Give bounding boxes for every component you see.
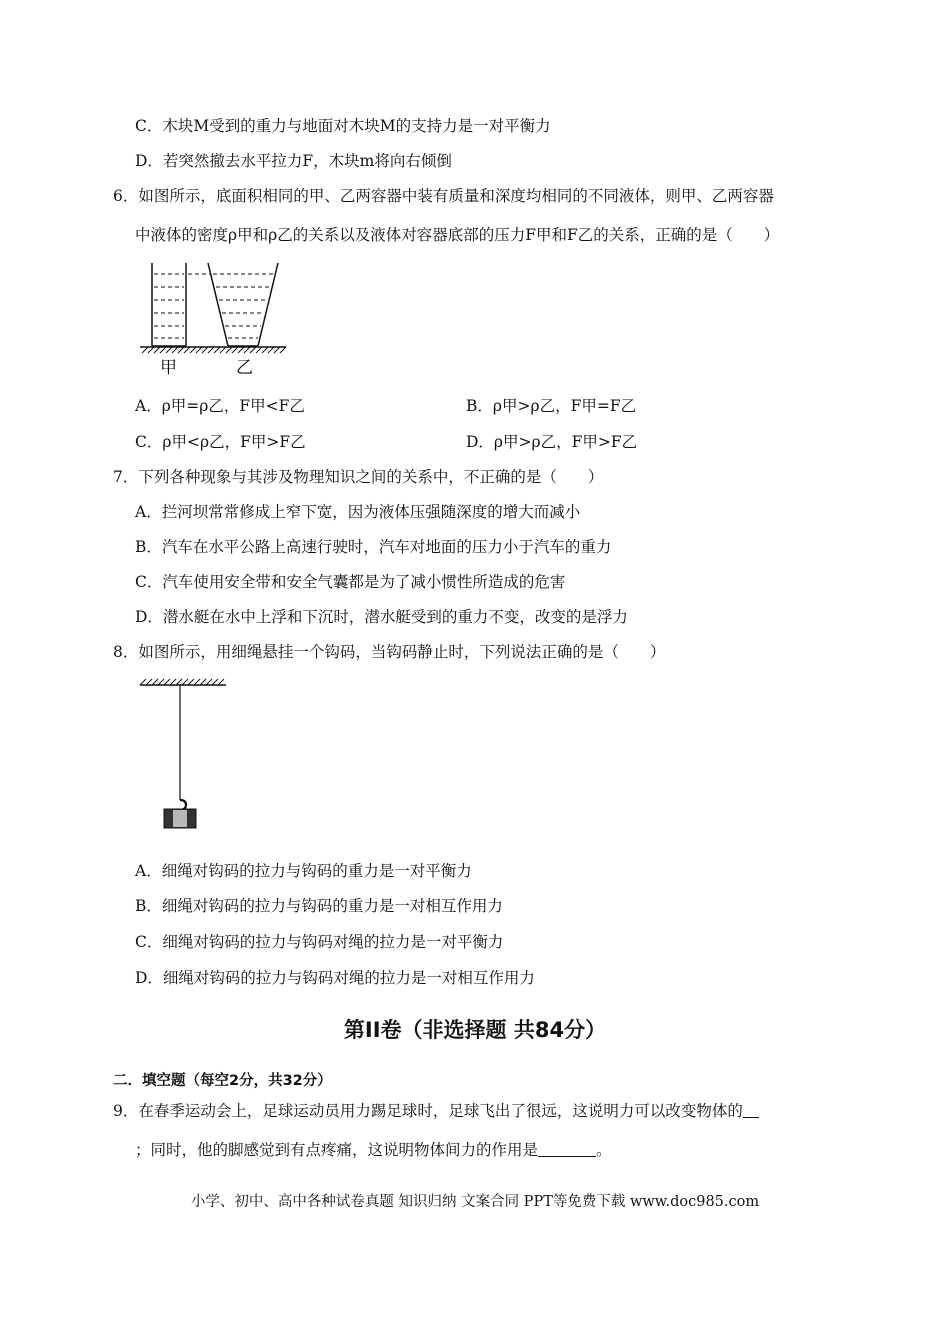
q6-option-d: D．ρ甲>ρ乙，F甲>F乙 (466, 433, 638, 451)
q7-option-a: A．拦河坝常常修成上窄下宽，因为液体压强随深度的增大而减小 (135, 503, 581, 521)
label-jia: 甲 (160, 358, 177, 378)
q7-option-d: D．潜水艇在水中上浮和下沉时，潜水艇受到的重力不变，改变的是浮力 (135, 608, 628, 626)
q8-stem: 8．如图所示，用细绳悬挂一个钩码，当钩码静止时，下列说法正确的是（ ） (113, 643, 666, 661)
q9-blank-2 (538, 1140, 596, 1157)
q9-line1-text: 9．在春季运动会上，足球运动员用力踢足球时，足球飞出了很远，这说明力可以改变物体的 (113, 1102, 743, 1120)
q9-line2 (135, 1139, 612, 1161)
label-yi: 乙 (236, 358, 253, 378)
container-yi (208, 263, 278, 346)
section-title: 第II卷（非选择题 共84分） (343, 1018, 607, 1042)
q7-option-b: B．汽车在水平公路上高速行驶时，汽车对地面的压力小于汽车的重力 (135, 538, 612, 556)
q8-hanging-weight-figure (138, 676, 230, 834)
q6-containers-figure (138, 258, 290, 380)
q9-blank-1 (743, 1101, 759, 1118)
q8-option-d: D．细绳对钩码的拉力与钩码对绳的拉力是一对相互作用力 (135, 969, 535, 987)
container-jia (152, 263, 186, 346)
q5-option-c: C．木块M受到的重力与地面对木块M的支持力是一对平衡力 (135, 117, 551, 135)
q7-stem: 7．下列各种现象与其涉及物理知识之间的关系中，不正确的是（ ） (113, 468, 604, 486)
q5-option-d: D．若突然撤去水平拉力F，木块m将向右倾倒 (135, 152, 452, 170)
q8-option-b: B．细绳对钩码的拉力与钩码的重力是一对相互作用力 (135, 897, 503, 915)
q6-stem-line1: 6．如图所示，底面积相同的甲、乙两容器中装有质量和深度均相同的不同液体，则甲、乙两容器 (113, 187, 774, 205)
q8-option-c: C．细绳对钩码的拉力与钩码对绳的拉力是一对平衡力 (135, 933, 504, 951)
q9-line1 (113, 1100, 759, 1122)
q6-option-c: C．ρ甲<ρ乙，F甲>F乙 (135, 433, 306, 451)
q9-line2-end: 。 (596, 1141, 612, 1159)
q6-option-a: A．ρ甲=ρ乙，F甲<F乙 (135, 397, 305, 415)
q7-option-c: C．汽车使用安全带和安全气囊都是为了减小惯性所造成的危害 (135, 573, 566, 591)
part-heading: 二．填空题（每空2分，共32分） (113, 1073, 332, 1089)
hook-weight (164, 809, 196, 828)
q8-option-a: A．细绳对钩码的拉力与钩码的重力是一对平衡力 (135, 862, 472, 880)
footer: 小学、初中、高中各种试卷真题 知识归纳 文案合同 PPT等免费下载 www.doc985.com (190, 1194, 760, 1210)
q6-stem-line2: 中液体的密度ρ甲和ρ乙的关系以及液体对容器底部的压力F甲和F乙的关系，正确的是（ ） (135, 226, 780, 244)
ceiling (140, 679, 226, 685)
q6-option-b: B．ρ甲>ρ乙，F甲=F乙 (466, 397, 637, 415)
q9-line2-text: ；同时，他的脚感觉到有点疼痛，这说明物体间力的作用是 (135, 1141, 539, 1159)
